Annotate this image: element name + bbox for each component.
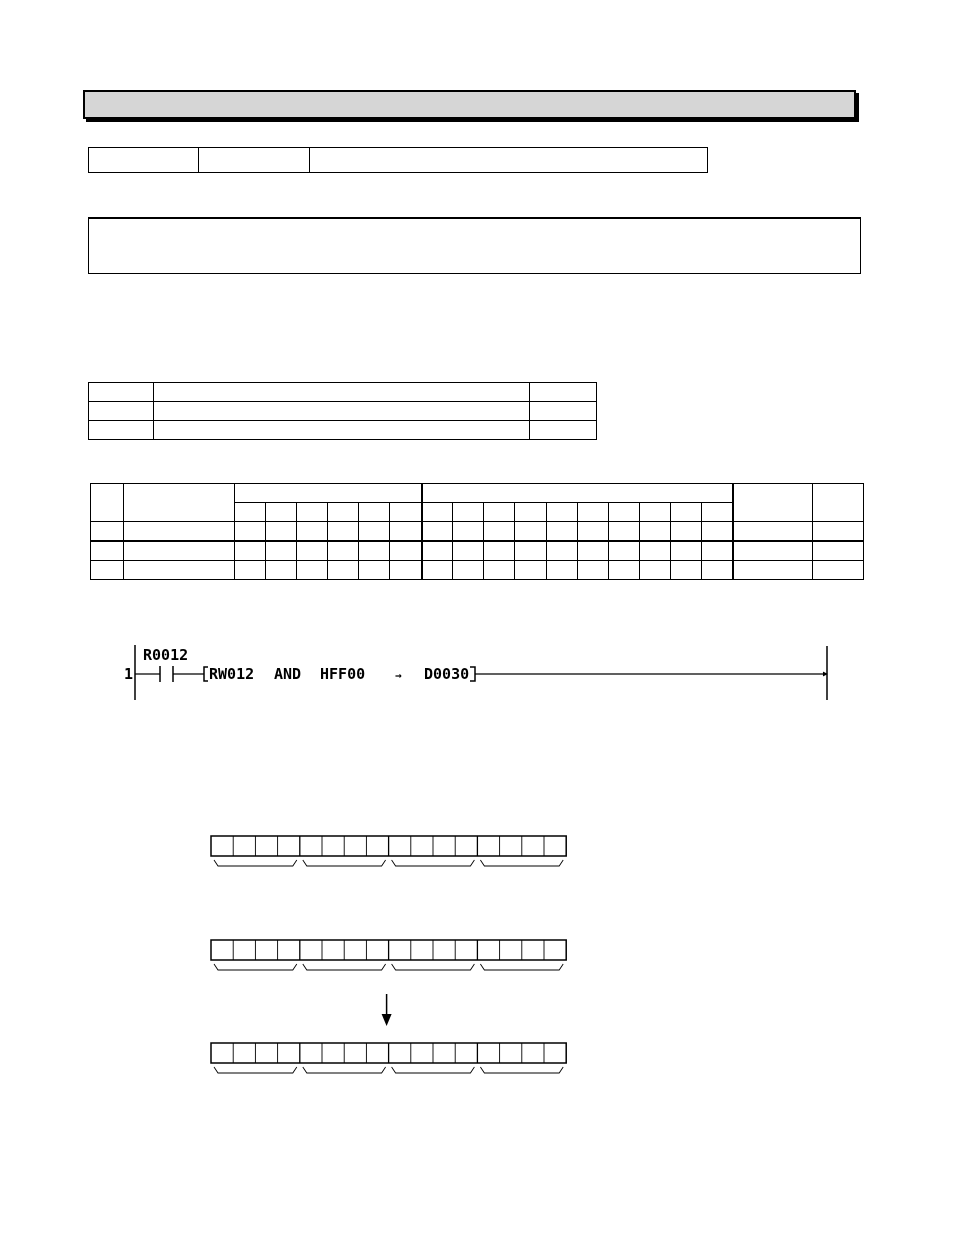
table-header-row bbox=[91, 484, 864, 503]
table-row bbox=[89, 383, 597, 402]
header-cell-category bbox=[89, 148, 199, 173]
table-row bbox=[91, 522, 864, 542]
header-cell-instruction-no bbox=[199, 148, 310, 173]
nibble-brace bbox=[214, 1067, 297, 1073]
nibble-brace bbox=[214, 860, 297, 866]
box-operand-1: RW012 bbox=[209, 665, 255, 683]
nibble-brace bbox=[303, 1067, 386, 1073]
nibble-brace bbox=[480, 964, 563, 970]
bit-diagram-svg bbox=[205, 830, 575, 1090]
box-close-bracket bbox=[470, 667, 475, 681]
ladder-diagram bbox=[120, 640, 840, 710]
box-open-bracket bbox=[204, 667, 208, 681]
box-operand-2: HFF00 bbox=[320, 665, 366, 683]
nibble-brace bbox=[214, 964, 297, 970]
box-destination: D0030 bbox=[424, 665, 470, 683]
nibble-brace bbox=[392, 860, 475, 866]
nibble-brace bbox=[392, 964, 475, 970]
header-cell-name bbox=[310, 148, 708, 173]
usable-io-table bbox=[90, 483, 864, 580]
rung-number: 1 bbox=[124, 665, 134, 683]
section-title-bar bbox=[83, 90, 856, 119]
function-description-box bbox=[88, 217, 861, 274]
nibble-brace bbox=[303, 860, 386, 866]
table-row bbox=[91, 561, 864, 580]
instruction-header-table bbox=[88, 147, 708, 173]
nibble-brace bbox=[303, 964, 386, 970]
box-arrow: → bbox=[395, 669, 402, 682]
down-arrow-head-icon bbox=[382, 1014, 392, 1026]
nibble-brace bbox=[480, 860, 563, 866]
box-operator: AND bbox=[274, 665, 302, 683]
table-row bbox=[89, 402, 597, 421]
table-row bbox=[89, 421, 597, 440]
contact-label: R0012 bbox=[143, 646, 189, 664]
nibble-brace bbox=[480, 1067, 563, 1073]
nibble-brace bbox=[392, 1067, 475, 1073]
parameter-table bbox=[88, 382, 597, 440]
table-row bbox=[91, 541, 864, 561]
